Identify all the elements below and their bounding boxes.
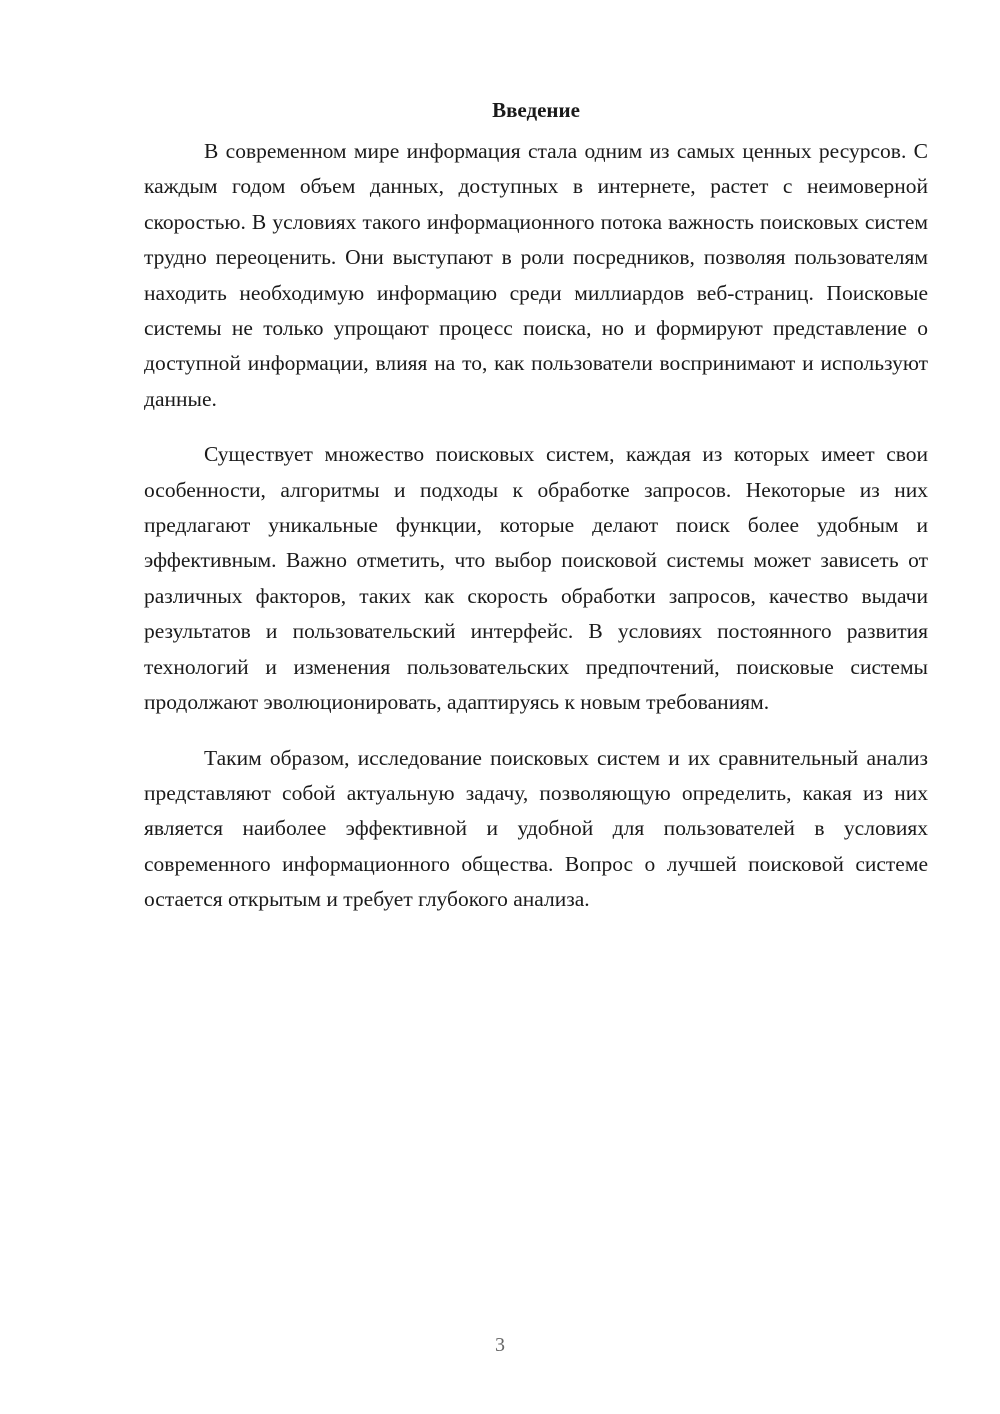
paragraph-3: Таким образом, исследование поисковых систем и их сравнительный анализ представляют собой актуальную задачу, позволяющую определить, какая из них является наиболее эффективной и удобной для пользователей в условиях современного информационного общества. Вопрос о лучшей поисковой системе остается открытым и требует глубокого анализа. [144, 745, 928, 912]
section-heading: Введение [492, 98, 580, 122]
page-content [144, 92, 928, 938]
paragraph-2: Существует множество поисковых систем, каждая из которых имеет свои особенности, алгоритмы и подходы к обработке запросов. Некоторые из них предлагают уникальные функции, которые делают поиск более удобным и эффективным. Важно отметить, что выбор поисковой системы может зависеть от различных факторов, таких как скорость обработки запросов, качество выдачи результатов и пользовательский интерфейс. В условиях постоянного развития технологий и изменения пользовательских предпочтений, поисковые системы продолжают эволюционировать, адаптируясь к новым требованиям. [144, 442, 928, 715]
page-number: 3 [495, 1334, 505, 1356]
paragraph-1: В современном мире информация стала одним из самых ценных ресурсов. С каждым годом объем данных, доступных в интернете, растет с неимоверной скоростью. В условиях такого информационного потока важность поисковых систем трудно переоценить. Они выступают в роли посредников, позволяя пользователям находить необходимую информацию среди миллиардов веб-страниц. Поисковые системы не только упрощают процесс поиска, но и формируют представление о доступной информации, влияя на то, как пользователи воспринимают и используют данные. [144, 139, 928, 411]
